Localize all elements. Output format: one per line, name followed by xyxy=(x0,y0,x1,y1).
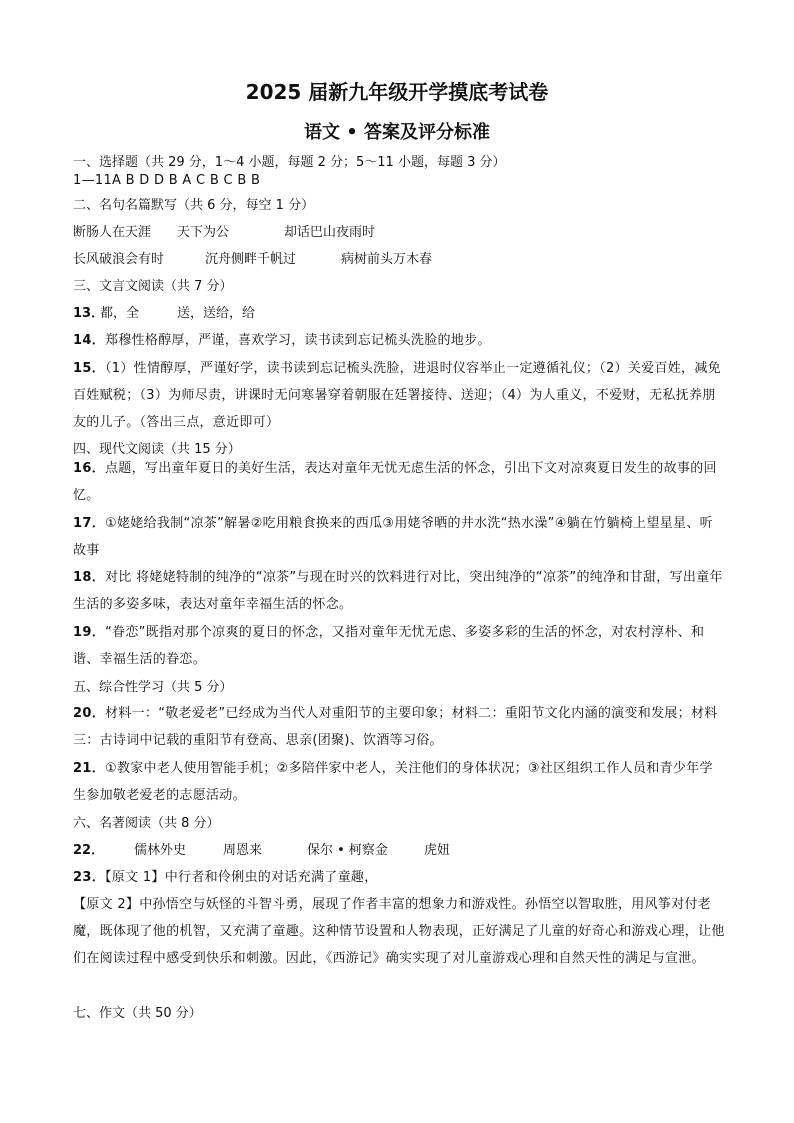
question-14 xyxy=(73,332,491,350)
question-number: 14． xyxy=(73,333,105,348)
question-19 xyxy=(73,619,725,673)
answer-13-a: 都，全 xyxy=(100,306,140,321)
recitation-answer: 天下为公 xyxy=(177,225,230,240)
question-number: 13． xyxy=(73,306,105,321)
question-17 xyxy=(73,510,725,564)
question-20 xyxy=(73,700,725,754)
answer-text: 点题，写出童年夏日的美好生活，表达对童年无忧无虑生活的怀念，引出下文对凉爽夏日发生的故事的回忆。 xyxy=(73,461,717,503)
choice-answers: 1—11A B D D B A C B C B B xyxy=(73,173,261,188)
recitation-answer: 却话巴山夜雨时 xyxy=(284,225,376,240)
answer-text: 对比 将姥姥特制的纯净的“凉茶”与现在时兴的饮料进行对比，突出纯净的“凉茶”的纯净和甘甜，写出童年生活的多姿多味，表达对童年幸福生活的怀念。 xyxy=(73,570,723,612)
question-21 xyxy=(73,755,725,809)
answer-text: 材料一：“敬老爱老”已经成为当代人对重阳节的主要印象；材料二：重阳节文化内涵的演变和发展；材料三：古诗词中记载的重阳节有登高、思亲(团聚)、饮酒等习俗。 xyxy=(73,706,718,748)
section-heading-recitation: 二、名句名篇默写（共 6 分，每空 1 分） xyxy=(73,198,315,213)
recitation-answer: 断肠人在天涯 xyxy=(73,225,152,240)
answer-text: 【原文 1】中行者和伶俐虫的对话充满了童趣， xyxy=(105,870,378,885)
question-15 xyxy=(73,355,725,436)
section-heading-modern: 四、现代文阅读（共 15 分） xyxy=(73,442,241,457)
answer-text: “眷恋”既指对那个凉爽的夏日的怀念，又指对童年无忧无虑、多姿多彩的生活的怀念，对农村淳朴、和谐、幸福生活的眷恋。 xyxy=(73,625,705,667)
question-23-paragraph: 【原文 2】中孙悟空与妖怪的斗智斗勇，展现了作者丰富的想象力和游戏性。孙悟空以智取胜，用风筝对付老魔，既体现了他的机智，又充满了童趣。这种情节设置和人物表现，正好满足了儿童的好奇心和游戏心理，让他们在阅读过程中感受到快乐和刺激。因此，《西游记》确实实现了对儿童游戏心理和自然天性的满足与宣泄。 xyxy=(73,897,725,966)
recitation-answer: 病树前头万木春 xyxy=(341,252,433,267)
question-number: 23． xyxy=(73,870,105,885)
section-heading-comprehensive: 五、综合性学习（共 5 分） xyxy=(73,680,233,695)
answer-text: ①教家中老人使用智能手机；②多陪伴家中老人，关注他们的身体状况；③社区组织工作人员和青少年学生参加敬老爱老的志愿活动。 xyxy=(73,761,713,803)
question-number: 21． xyxy=(73,761,105,776)
question-number: 15． xyxy=(73,361,105,376)
answer-13-b: 送，送给，给 xyxy=(177,306,256,321)
question-number: 16． xyxy=(73,461,105,476)
section-heading-classics: 六、名著阅读（共 8 分） xyxy=(73,816,220,831)
question-number: 19． xyxy=(73,625,105,640)
recitation-answer: 沉舟侧畔千帆过 xyxy=(205,252,297,267)
page-subtitle: 语文 • 答案及评分标准 xyxy=(303,122,491,143)
section-heading-choice: 一、选择题（共 29 分，1～4 小题，每题 2 分；5～11 小题，每题 3 分） xyxy=(73,155,506,170)
answer-22-item: 保尔 • 柯察金 xyxy=(307,843,388,858)
answer-22-item: 虎妞 xyxy=(424,843,451,858)
answer-22-item: 儒林外史 xyxy=(134,843,187,858)
answer-text: 郑穆性格醇厚，严谨，喜欢学习，读书读到忘记梳头洗脸的地步。 xyxy=(105,333,491,348)
section-heading-composition: 七、作文（共 50 分） xyxy=(73,1006,202,1021)
page-title: 2025 届新九年级开学摸底考试卷 xyxy=(245,80,549,104)
recitation-answer: 长风破浪会有时 xyxy=(73,252,165,267)
question-18 xyxy=(73,564,725,618)
question-16 xyxy=(73,455,725,509)
question-number: 20． xyxy=(73,706,105,721)
section-heading-classical: 三、文言文阅读（共 7 分） xyxy=(73,279,233,294)
question-23-line-1 xyxy=(73,869,378,887)
answer-text: ①姥姥给我制“凉茶”解暑②吃用粮食换来的西瓜③用姥爷晒的井水洗“热水澡”④躺在竹躺椅上望星星、听故事 xyxy=(73,516,713,558)
question-number: 22． xyxy=(73,843,105,858)
question-number: 18． xyxy=(73,570,105,585)
question-number: 17． xyxy=(73,516,105,531)
answer-22-item: 周恩来 xyxy=(223,843,263,858)
answer-text: （1）性情醇厚，严谨好学，读书读到忘记梳头洗脸，进退时仪容举止一定遵循礼仪；（2）关爱百姓，减免百姓赋税；（3）为师尽责，讲课时无问寒暑穿着朝服在廷署接待、送迎；（4）为人重义，不爱财，无私抚养朋友的儿子。（答出三点，意近即可） xyxy=(73,361,721,430)
